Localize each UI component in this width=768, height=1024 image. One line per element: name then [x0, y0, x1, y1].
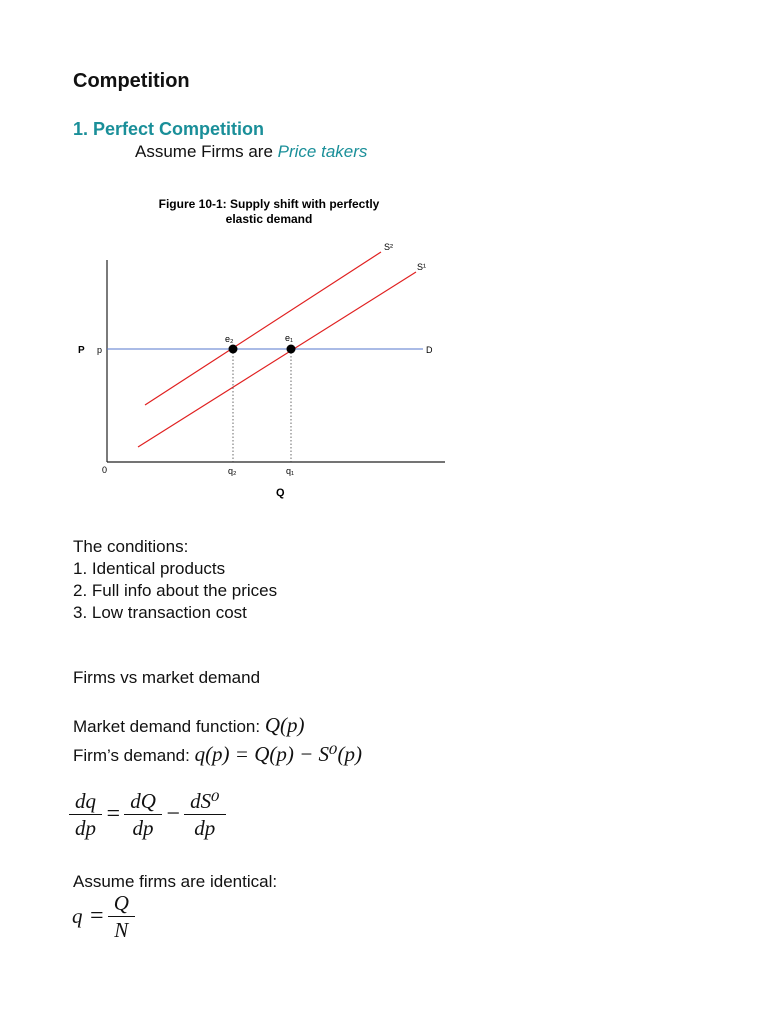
e2-label: e₂ [225, 334, 234, 344]
supply-curve-s2 [145, 252, 381, 405]
equilibrium-e1 [287, 345, 296, 354]
equilibrium-e2 [229, 345, 238, 354]
figure-caption-line1: Figure 10-1: Supply shift with perfectly [158, 197, 380, 211]
fraction-dS0-dp [187, 788, 222, 841]
equals-sign: = [105, 801, 122, 827]
x-axis-label: Q [276, 487, 285, 499]
identical-firms-equation [72, 890, 132, 943]
demand-label: D [426, 345, 433, 355]
identical-firms-label: Assume firms are identical: [73, 872, 278, 891]
fraction-dq-dp [72, 788, 99, 841]
assumption-text: Assume Firms are [135, 142, 278, 161]
frac-den: dp [132, 816, 154, 840]
s1-label: S¹ [417, 262, 426, 272]
fraction-dQ-dp [127, 788, 159, 841]
figure-caption-line2: elastic demand [225, 212, 313, 226]
frac-num: Q [113, 891, 129, 915]
frac-den: dp [194, 816, 216, 840]
section-title: 1. Perfect Competition [73, 119, 265, 139]
e1-label: e₁ [285, 333, 294, 343]
firm-demand-label: Firm’s demand: [73, 746, 195, 765]
firm-demand-line [73, 742, 362, 767]
condition-item-3: 3. Low transaction cost [73, 603, 247, 622]
market-demand-label: Market demand function: [73, 717, 265, 736]
frac-num: dS⁰ [190, 789, 220, 813]
frac-den: dp [75, 816, 96, 840]
condition-item-1: 1. Identical products [73, 559, 226, 578]
conditions-title: The conditions: [73, 537, 189, 556]
minus-sign: − [164, 801, 182, 827]
firm-demand-expr: q(p) = Q(p) − S⁰(p) [194, 742, 362, 766]
condition-item-2: 2. Full info about the prices [73, 581, 278, 600]
page-title: Competition [73, 70, 190, 92]
figure [73, 190, 463, 505]
equals-sign: = [88, 903, 105, 929]
market-demand-line [73, 713, 304, 738]
assumption-line [135, 142, 367, 162]
origin-label: 0 [102, 465, 108, 475]
market-demand-expr: Q(p) [264, 713, 305, 737]
eq-lhs: q [72, 904, 83, 928]
frac-num: dQ [130, 789, 156, 813]
assumption-emphasis: Price takers [277, 142, 368, 161]
price-label: p [97, 345, 103, 355]
q2-label: q₂ [228, 466, 237, 476]
derivative-equation [72, 788, 223, 841]
q1-label: q₁ [286, 466, 295, 476]
supply-curve-s1 [138, 272, 416, 447]
supply-demand-diagram [73, 190, 463, 500]
fraction-Q-N [111, 890, 132, 943]
s2-label: S² [384, 242, 393, 252]
y-axis-label: P [78, 345, 85, 356]
firms-vs-market-heading: Firms vs market demand [73, 668, 261, 687]
frac-num: dq [75, 789, 96, 813]
frac-den: N [114, 918, 129, 942]
